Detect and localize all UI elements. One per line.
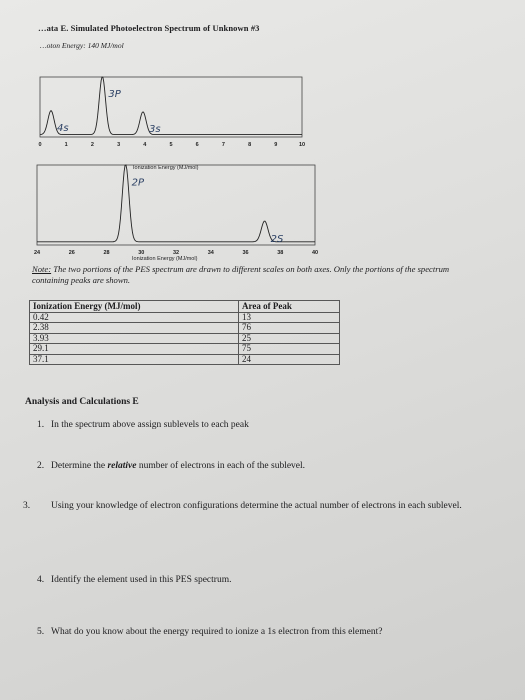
x-tick-label: 1 — [64, 142, 68, 148]
question-4 — [37, 574, 477, 586]
table-row — [30, 312, 340, 323]
note-label: Note: — [32, 264, 52, 274]
question-number: 1. — [37, 420, 45, 430]
x-tick-label: 40 — [311, 250, 319, 256]
x-tick-label: 6 — [195, 142, 199, 148]
question-number: 2. — [37, 461, 45, 471]
plot-frame — [37, 165, 315, 245]
table-header-area: Area of Peak — [239, 301, 340, 313]
question-text: What do you know about the energy required to ionize a 1s electron from this element? — [51, 627, 383, 637]
question-text-start: Determine the — [51, 461, 108, 471]
pes-chart-high-xlabel: Ionization Energy (MJ/mol) — [132, 256, 198, 262]
photon-energy-label: …oton Energy: 140 MJ/mol — [40, 41, 124, 50]
table-cell-energy: 3.93 — [30, 333, 239, 344]
pes-chart-high — [33, 163, 318, 259]
pes-chart-low-svg — [36, 75, 306, 161]
question-1 — [37, 419, 477, 431]
x-tick-label: 10 — [298, 142, 306, 148]
note-body: The two portions of the PES spectrum are drawn to different scales on both axes. Only the portions of the spectrum containing peaks are shown. — [32, 264, 450, 285]
note-text — [32, 264, 480, 286]
table-cell-energy: 37.1 — [30, 354, 239, 365]
peak-label-0: 2P — [131, 177, 145, 189]
x-tick-label: 3 — [117, 142, 121, 148]
question-number: 4. — [37, 575, 45, 585]
pes-chart-high-svg — [33, 163, 318, 259]
x-tick-label: 4 — [143, 142, 147, 148]
pes-chart-low — [36, 75, 306, 161]
x-tick-label: 5 — [169, 142, 173, 148]
x-tick-label: 36 — [242, 250, 249, 256]
spectrum-line — [37, 165, 315, 242]
question-2 — [37, 460, 477, 472]
x-tick-label: 0 — [38, 142, 42, 148]
question-number: 3. — [23, 501, 31, 511]
x-tick-label: 26 — [68, 250, 75, 256]
question-text: In the spectrum above assign sublevels to each peak — [51, 420, 249, 430]
x-tick-label: 34 — [207, 250, 214, 256]
x-tick-label: 8 — [248, 142, 252, 148]
plot-frame — [40, 77, 302, 137]
analysis-title: Analysis and Calculations E — [25, 397, 139, 407]
table-row — [30, 344, 340, 355]
table-cell-area: 76 — [239, 323, 340, 334]
page-title: …ata E. Simulated Photoelectron Spectrum of Unknown #3 — [38, 23, 260, 33]
peak-label-1: 2S — [270, 234, 284, 246]
x-tick-label: 28 — [103, 250, 110, 256]
peak-label-1: 3P — [108, 88, 121, 100]
table-cell-energy: 0.42 — [30, 312, 239, 323]
table-cell-energy: 29.1 — [30, 344, 239, 355]
x-tick-label: 30 — [138, 250, 145, 256]
x-tick-label: 7 — [221, 142, 225, 148]
pes-chart-low-xlabel: Ionization Energy (MJ/mol) — [133, 165, 199, 171]
x-tick-label: 2 — [90, 142, 94, 148]
x-tick-label: 24 — [33, 250, 41, 256]
question-5 — [37, 626, 507, 638]
table-cell-energy: 2.38 — [30, 323, 239, 334]
question-text: Identify the element used in this PES spectrum. — [51, 575, 232, 585]
question-text-end: number of electrons in each of the sublevel. — [136, 461, 306, 471]
question-text: Using your knowledge of electron configurations determine the actual number of electrons in each sublevel. — [51, 501, 462, 511]
table-row — [30, 323, 340, 334]
table-row — [30, 354, 340, 365]
question-emphasis: relative — [107, 461, 137, 471]
table-cell-area: 25 — [239, 333, 340, 344]
table-cell-area: 24 — [239, 354, 340, 365]
ionization-table — [29, 300, 340, 365]
peak-label-0: 4s — [57, 123, 69, 134]
question-3 — [23, 500, 503, 512]
table-row — [30, 333, 340, 344]
question-number: 5. — [37, 627, 45, 637]
spectrum-line — [40, 77, 302, 135]
table-cell-area: 13 — [239, 312, 340, 323]
x-tick-label: 38 — [277, 250, 284, 256]
peak-label-2: 3s — [148, 124, 161, 136]
x-tick-label: 9 — [274, 142, 278, 148]
table-header-energy: Ionization Energy (MJ/mol) — [30, 301, 239, 313]
table-cell-area: 75 — [239, 344, 340, 355]
table-header-row — [30, 301, 340, 313]
x-tick-label: 32 — [172, 250, 180, 256]
